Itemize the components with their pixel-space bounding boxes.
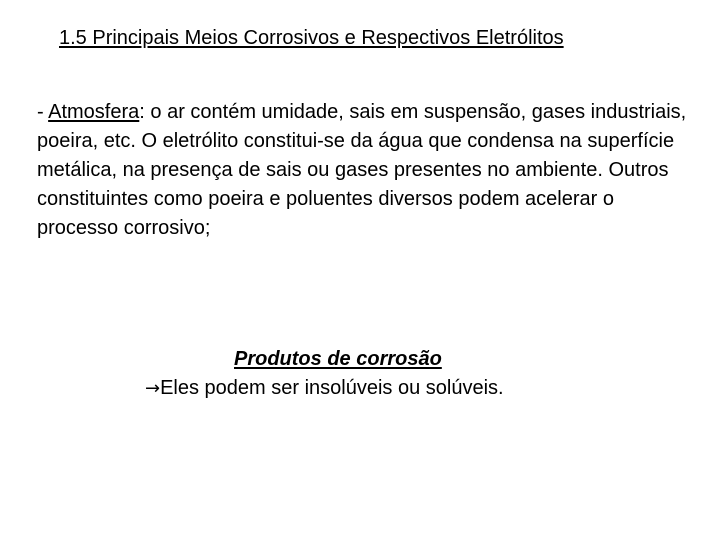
slide-title: 1.5 Principais Meios Corrosivos e Respectivos Eletrólitos: [59, 27, 564, 49]
products-line: [145, 374, 504, 403]
paragraph-prefix: -: [37, 101, 49, 123]
atmosphere-paragraph: [37, 98, 697, 243]
paragraph-term: Atmosfera: [48, 101, 140, 123]
paragraph-text: : o ar contém umidade, sais em suspensão, gases industriais, poeira, etc. O eletrólito constitui-se da água que condensa na superfície metálica, na presença de sais ou gases presentes no ambiente. Outros constituintes como poeira e poluentes diversos podem acelerar o processo corrosivo;: [37, 101, 687, 239]
arrow-icon: →: [145, 378, 161, 399]
products-heading: Produtos de corrosão: [234, 348, 442, 370]
products-line-text: Eles podem ser insolúveis ou solúveis.: [160, 377, 504, 399]
